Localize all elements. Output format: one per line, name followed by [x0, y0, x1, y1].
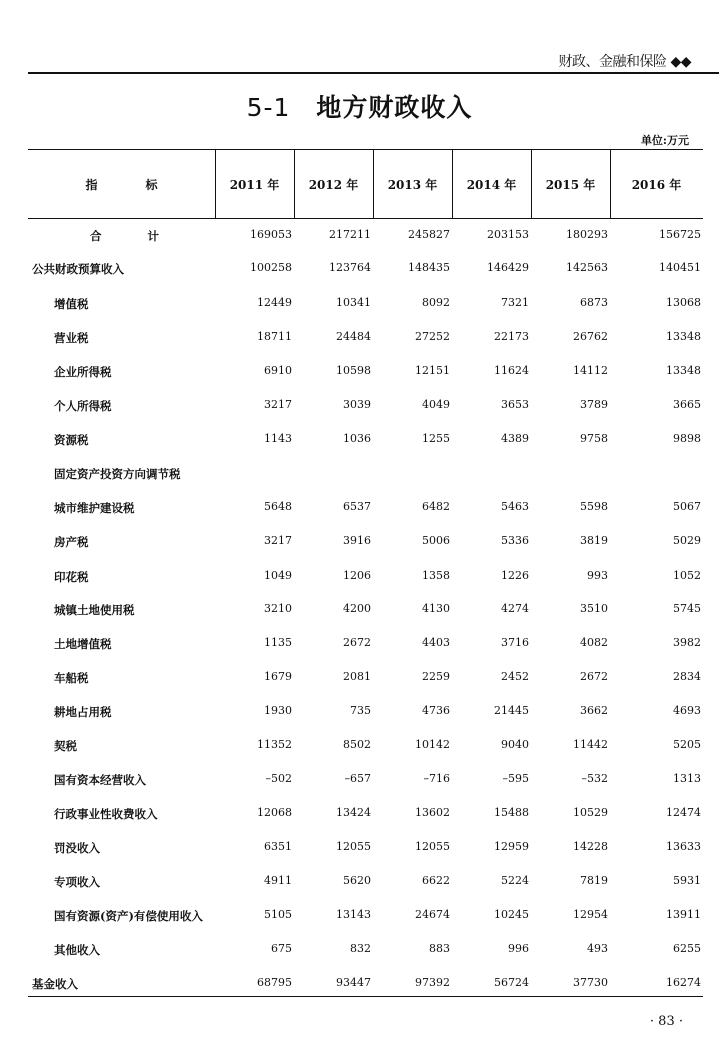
cell-value: 1206	[343, 569, 371, 582]
cell-value: 13424	[336, 806, 371, 819]
cell-value: 10245	[494, 908, 529, 921]
cell-value: 148435	[408, 261, 450, 274]
row-label: 公共财政预算收入	[32, 262, 124, 276]
cell-value: 5463	[501, 500, 529, 513]
running-header	[559, 51, 692, 71]
cell-value: 14228	[573, 840, 608, 853]
cell-value: 21445	[494, 704, 529, 717]
cell-value: 5105	[264, 908, 292, 921]
cell-value: 24674	[415, 908, 450, 921]
year-header: 2016 年	[631, 177, 682, 192]
cell-value: 4130	[422, 602, 450, 615]
row-label: 罚没收入	[54, 841, 100, 855]
cell-value: 12055	[336, 840, 371, 853]
table-row	[28, 836, 703, 860]
cell-value: 10529	[573, 806, 608, 819]
cell-value: 22173	[494, 330, 529, 343]
cell-value: 16274	[666, 976, 701, 989]
cell-value: 5648	[264, 500, 292, 513]
cell-value: –502	[265, 772, 292, 785]
table-title: 地方财政收入	[316, 93, 473, 122]
table-header	[28, 150, 703, 218]
cell-value: 12959	[494, 840, 529, 853]
page-number: · 83 ·	[649, 1014, 683, 1029]
table-row	[28, 394, 703, 418]
row-label: 城市维护建设税	[54, 501, 135, 515]
cell-value: 11624	[494, 364, 529, 377]
table-row	[28, 530, 703, 554]
cell-value: 140451	[659, 261, 701, 274]
table-row	[28, 326, 703, 350]
table-row	[28, 870, 703, 894]
cell-value: –532	[581, 772, 608, 785]
cell-value: 12151	[415, 364, 450, 377]
cell-value: 6351	[264, 840, 292, 853]
cell-value: 5620	[343, 874, 371, 887]
cell-value: 2834	[673, 670, 701, 683]
year-header: 2014 年	[466, 177, 517, 192]
cell-value: 8502	[343, 738, 371, 751]
cell-value: 5067	[673, 500, 701, 513]
cell-value: 203153	[487, 228, 529, 241]
row-label: 企业所得税	[54, 365, 112, 379]
unit-label: 单位:万元	[640, 134, 689, 147]
cell-value: 4693	[673, 704, 701, 717]
header-rule	[28, 72, 719, 74]
cell-value: 13143	[336, 908, 371, 921]
cell-value: 68795	[257, 976, 292, 989]
cell-value: 93447	[336, 976, 371, 989]
cell-value: 7819	[580, 874, 608, 887]
table-row	[28, 734, 703, 758]
cell-value: 4736	[422, 704, 450, 717]
cell-value: 146429	[487, 261, 529, 274]
cell-value: 735	[350, 704, 371, 717]
cell-value: 7321	[501, 296, 529, 309]
cell-value: 3653	[501, 398, 529, 411]
year-header: 2011 年	[229, 177, 280, 192]
cell-value: 100258	[250, 261, 292, 274]
cell-value: 13068	[666, 296, 701, 309]
cell-value: 10598	[336, 364, 371, 377]
table-row	[28, 802, 703, 826]
cell-value: 4389	[501, 432, 529, 445]
cell-value: 493	[587, 942, 608, 955]
row-label: 营业税	[54, 331, 89, 345]
cell-value: 832	[350, 942, 371, 955]
cell-value: 5931	[673, 874, 701, 887]
cell-value: 1135	[264, 636, 292, 649]
cell-value: 156725	[659, 228, 701, 241]
table-row	[28, 972, 703, 996]
row-label: 资源税	[54, 433, 89, 447]
cell-value: 3916	[343, 534, 371, 547]
cell-value: 6873	[580, 296, 608, 309]
cell-value: 2452	[501, 670, 529, 683]
cell-value: 11442	[573, 738, 608, 751]
cell-value: 5224	[501, 874, 529, 887]
table-row	[28, 496, 703, 520]
table-row	[28, 700, 703, 724]
section-title: 财政、金融和保险	[558, 54, 667, 70]
cell-value: 9898	[673, 432, 701, 445]
table-row	[28, 292, 703, 316]
cell-value: 10341	[336, 296, 371, 309]
cell-value: 4200	[343, 602, 371, 615]
row-label: 土地增值税	[54, 637, 112, 651]
cell-value: 3982	[673, 636, 701, 649]
cell-value: 5029	[673, 534, 701, 547]
cell-value: 37730	[573, 976, 608, 989]
cell-value: 11352	[257, 738, 292, 751]
cell-value: 27252	[415, 330, 450, 343]
cell-value: 2672	[580, 670, 608, 683]
cell-value: 56724	[494, 976, 529, 989]
cell-value: 3662	[580, 704, 608, 717]
cell-value: 2259	[422, 670, 450, 683]
cell-value: 6482	[422, 500, 450, 513]
cell-value: 169053	[250, 228, 292, 241]
cell-value: 13633	[666, 840, 701, 853]
cell-value: 18711	[257, 330, 292, 343]
cell-value: 675	[271, 942, 292, 955]
cell-value: 5745	[673, 602, 701, 615]
row-label: 契税	[54, 739, 77, 753]
table-row	[28, 666, 703, 690]
table-row	[28, 428, 703, 452]
cell-value: 1930	[264, 704, 292, 717]
cell-value: 13911	[666, 908, 701, 921]
cell-value: 142563	[566, 261, 608, 274]
row-label: 专项收入	[54, 875, 100, 889]
cell-value: 993	[587, 569, 608, 582]
cell-value: 4274	[501, 602, 529, 615]
cell-value: 97392	[415, 976, 450, 989]
row-label: 城镇土地使用税	[54, 603, 135, 617]
table-row	[28, 904, 703, 928]
row-label: 个人所得税	[54, 399, 112, 413]
cell-value: –716	[423, 772, 450, 785]
cell-value: 3217	[264, 534, 292, 547]
cell-value: 3217	[264, 398, 292, 411]
cell-value: 26762	[573, 330, 608, 343]
cell-value: 180293	[566, 228, 608, 241]
table-row	[28, 360, 703, 384]
cell-value: 3039	[343, 398, 371, 411]
cell-value: 3789	[580, 398, 608, 411]
row-label: 其他收入	[54, 943, 100, 957]
cell-value: 13348	[666, 330, 701, 343]
cell-value: 1255	[422, 432, 450, 445]
cell-value: 12954	[573, 908, 608, 921]
cell-value: 14112	[573, 364, 608, 377]
table-row	[28, 462, 703, 486]
cell-value: 8092	[422, 296, 450, 309]
cell-value: 13348	[666, 364, 701, 377]
cell-value: 3819	[580, 534, 608, 547]
cell-value: 1049	[264, 569, 292, 582]
cell-value: 6910	[264, 364, 292, 377]
diamond-marks-icon: ◆◆	[670, 54, 691, 70]
cell-value: 1313	[673, 772, 701, 785]
cell-value: 12055	[415, 840, 450, 853]
cell-value: 4403	[422, 636, 450, 649]
cell-value: 3716	[501, 636, 529, 649]
row-label: 合 计	[90, 229, 159, 243]
cell-value: 5598	[580, 500, 608, 513]
cell-value: 10142	[415, 738, 450, 751]
cell-value: 1226	[501, 569, 529, 582]
row-label: 行政事业性收费收入	[54, 807, 158, 821]
cell-value: 123764	[329, 261, 371, 274]
row-label: 固定资产投资方向调节税	[54, 467, 181, 481]
table-number: 5-1	[246, 93, 291, 122]
row-label: 印花税	[54, 570, 89, 584]
cell-value: 9040	[501, 738, 529, 751]
cell-value: 12449	[257, 296, 292, 309]
cell-value: 4049	[422, 398, 450, 411]
table-row	[28, 565, 703, 589]
cell-value: 6622	[422, 874, 450, 887]
page-title	[0, 88, 719, 124]
cell-value: 1679	[264, 670, 292, 683]
year-header: 2013 年	[387, 177, 438, 192]
row-label: 房产税	[54, 535, 89, 549]
cell-value: 1052	[673, 569, 701, 582]
cell-value: 883	[429, 942, 450, 955]
cell-value: 1358	[422, 569, 450, 582]
table-row	[28, 257, 703, 281]
table-header-rule	[28, 218, 703, 219]
row-label: 基金收入	[32, 977, 78, 991]
row-label: 国有资源(资产)有偿使用收入	[54, 909, 203, 923]
cell-value: 1036	[343, 432, 371, 445]
row-label: 车船税	[54, 671, 89, 685]
cell-value: 15488	[494, 806, 529, 819]
cell-value: 4082	[580, 636, 608, 649]
row-label: 国有资本经营收入	[54, 773, 146, 787]
cell-value: 12474	[666, 806, 701, 819]
table-row	[28, 632, 703, 656]
row-label: 增值税	[54, 297, 89, 311]
cell-value: 4911	[264, 874, 292, 887]
cell-value: 13602	[415, 806, 450, 819]
cell-value: 3665	[673, 398, 701, 411]
table-row	[28, 598, 703, 622]
cell-value: 3210	[264, 602, 292, 615]
cell-value: 5006	[422, 534, 450, 547]
table-row	[28, 938, 703, 962]
cell-value: 996	[508, 942, 529, 955]
cell-value: 6537	[343, 500, 371, 513]
cell-value: 12068	[257, 806, 292, 819]
corner-header	[28, 150, 215, 218]
year-header: 2012 年	[308, 177, 359, 192]
cell-value: 6255	[673, 942, 701, 955]
table-row	[28, 224, 703, 248]
cell-value: 217211	[329, 228, 371, 241]
cell-value: –657	[344, 772, 371, 785]
cell-value: 245827	[408, 228, 450, 241]
cell-value: 1143	[264, 432, 292, 445]
table-bottom-rule	[28, 996, 703, 997]
cell-value: 2081	[343, 670, 371, 683]
cell-value: 9758	[580, 432, 608, 445]
cell-value: 5336	[501, 534, 529, 547]
table-row	[28, 768, 703, 792]
row-label: 耕地占用税	[54, 705, 112, 719]
cell-value: –595	[502, 772, 529, 785]
corner-header-char: 标	[145, 177, 158, 192]
year-header: 2015 年	[545, 177, 596, 192]
cell-value: 3510	[580, 602, 608, 615]
cell-value: 2672	[343, 636, 371, 649]
cell-value: 24484	[336, 330, 371, 343]
cell-value: 5205	[673, 738, 701, 751]
corner-header-char: 指	[85, 177, 98, 192]
